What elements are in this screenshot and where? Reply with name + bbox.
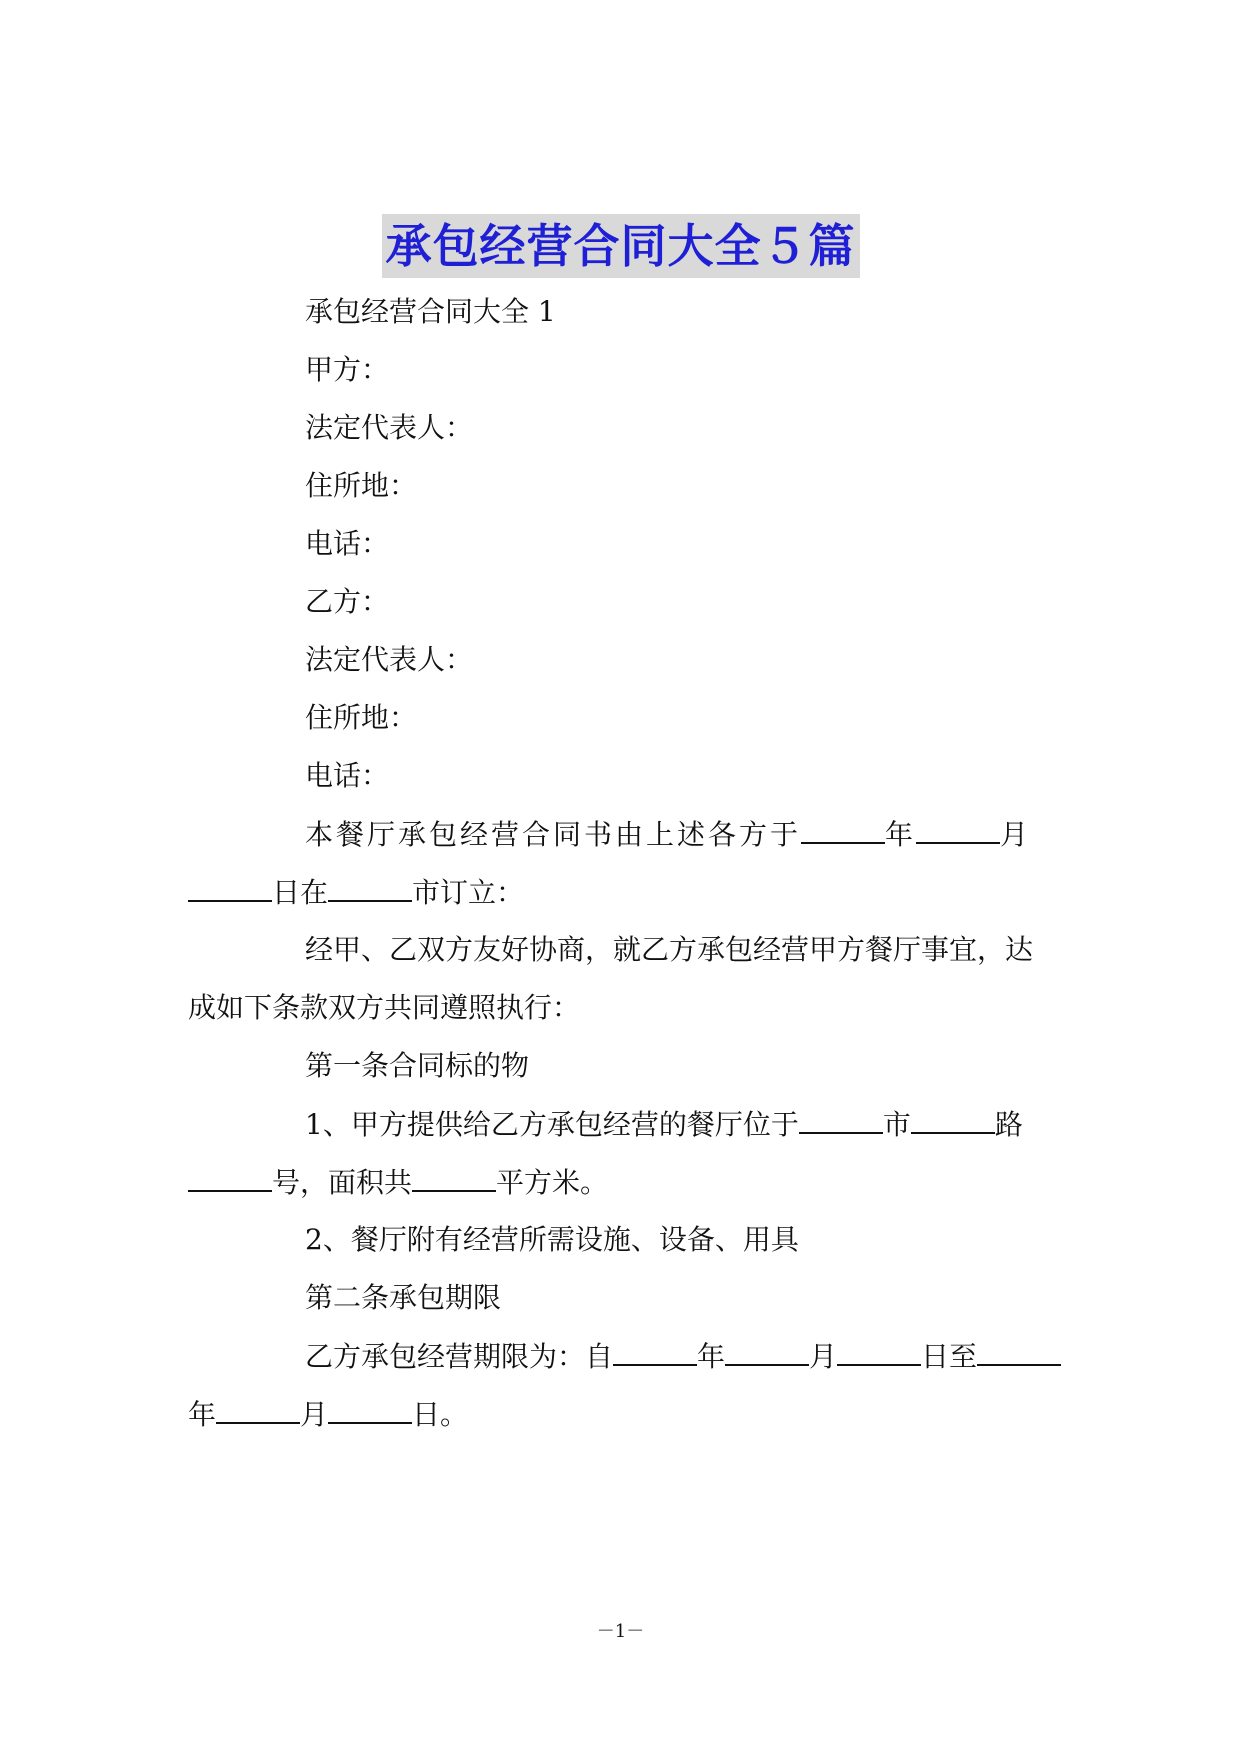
year-label: 年 — [885, 818, 917, 851]
blank-field — [328, 872, 412, 902]
blank-field — [837, 1336, 921, 1366]
blank-field — [328, 1394, 412, 1424]
party-b-label: 乙方： — [305, 585, 390, 618]
party-b-address: 住所地： — [305, 701, 418, 734]
number-area-label: 号，面积共 — [272, 1166, 413, 1199]
blank-field — [911, 1104, 995, 1134]
blank-field — [216, 1394, 300, 1424]
title-container — [0, 214, 1241, 278]
blank-field — [188, 1162, 272, 1192]
city-signed-label: 市订立： — [412, 876, 525, 909]
day-end-label: 日。 — [412, 1398, 469, 1431]
section-heading: 承包经营合同大全 1 — [305, 295, 556, 328]
day-at-label: 日在 — [272, 876, 329, 909]
clause-1-line2 — [188, 1162, 608, 1203]
month-label: 月 — [1000, 818, 1032, 851]
term-text: 乙方承包经营期限为：自 — [305, 1340, 614, 1373]
blank-field — [801, 814, 885, 844]
document-title: 承包经营合同大全５篇 — [382, 214, 860, 278]
party-b-phone: 电话： — [305, 759, 390, 792]
blank-field — [916, 814, 1000, 844]
square-meter-label: 平方米。 — [496, 1166, 609, 1199]
month-label: 月 — [300, 1398, 329, 1431]
month-label: 月 — [809, 1340, 838, 1373]
negotiation-paragraph-line1: 经甲、乙双方友好协商，就乙方承包经营甲方餐厅事宜，达 — [305, 933, 1034, 966]
signing-text: 本餐厅承包经营合同书由上述各方于 — [305, 818, 802, 851]
article-two-heading: 第二条承包期限 — [305, 1281, 502, 1314]
party-a-phone: 电话： — [305, 527, 390, 560]
term-paragraph-line1 — [305, 1336, 1061, 1377]
page-number: －1－ — [596, 1621, 645, 1642]
blank-field — [412, 1162, 496, 1192]
clause-1-text: 1、甲方提供给乙方承包经营的餐厅位于 — [305, 1108, 799, 1141]
negotiation-paragraph-line2: 成如下条款双方共同遵照执行： — [188, 991, 581, 1024]
blank-field — [799, 1104, 883, 1134]
year-label: 年 — [188, 1398, 217, 1431]
party-a-label: 甲方： — [305, 353, 390, 386]
blank-field — [188, 872, 272, 902]
signing-paragraph-line2 — [188, 872, 524, 913]
blank-field — [725, 1336, 809, 1366]
term-paragraph-line2 — [188, 1394, 468, 1435]
signing-paragraph-line1 — [305, 814, 1031, 855]
article-one-heading: 第一条合同标的物 — [305, 1049, 530, 1082]
party-a-representative: 法定代表人： — [305, 411, 474, 444]
clause-2: 2、餐厅附有经营所需设施、设备、用具 — [305, 1223, 799, 1256]
day-to-label: 日至 — [921, 1340, 978, 1373]
year-label: 年 — [697, 1340, 726, 1373]
city-label: 市 — [882, 1108, 911, 1141]
blank-field — [977, 1336, 1061, 1366]
road-label: 路 — [994, 1108, 1023, 1141]
blank-field — [613, 1336, 697, 1366]
party-a-address: 住所地： — [305, 469, 418, 502]
party-b-representative: 法定代表人： — [305, 643, 474, 676]
clause-1-line1 — [305, 1104, 1023, 1145]
